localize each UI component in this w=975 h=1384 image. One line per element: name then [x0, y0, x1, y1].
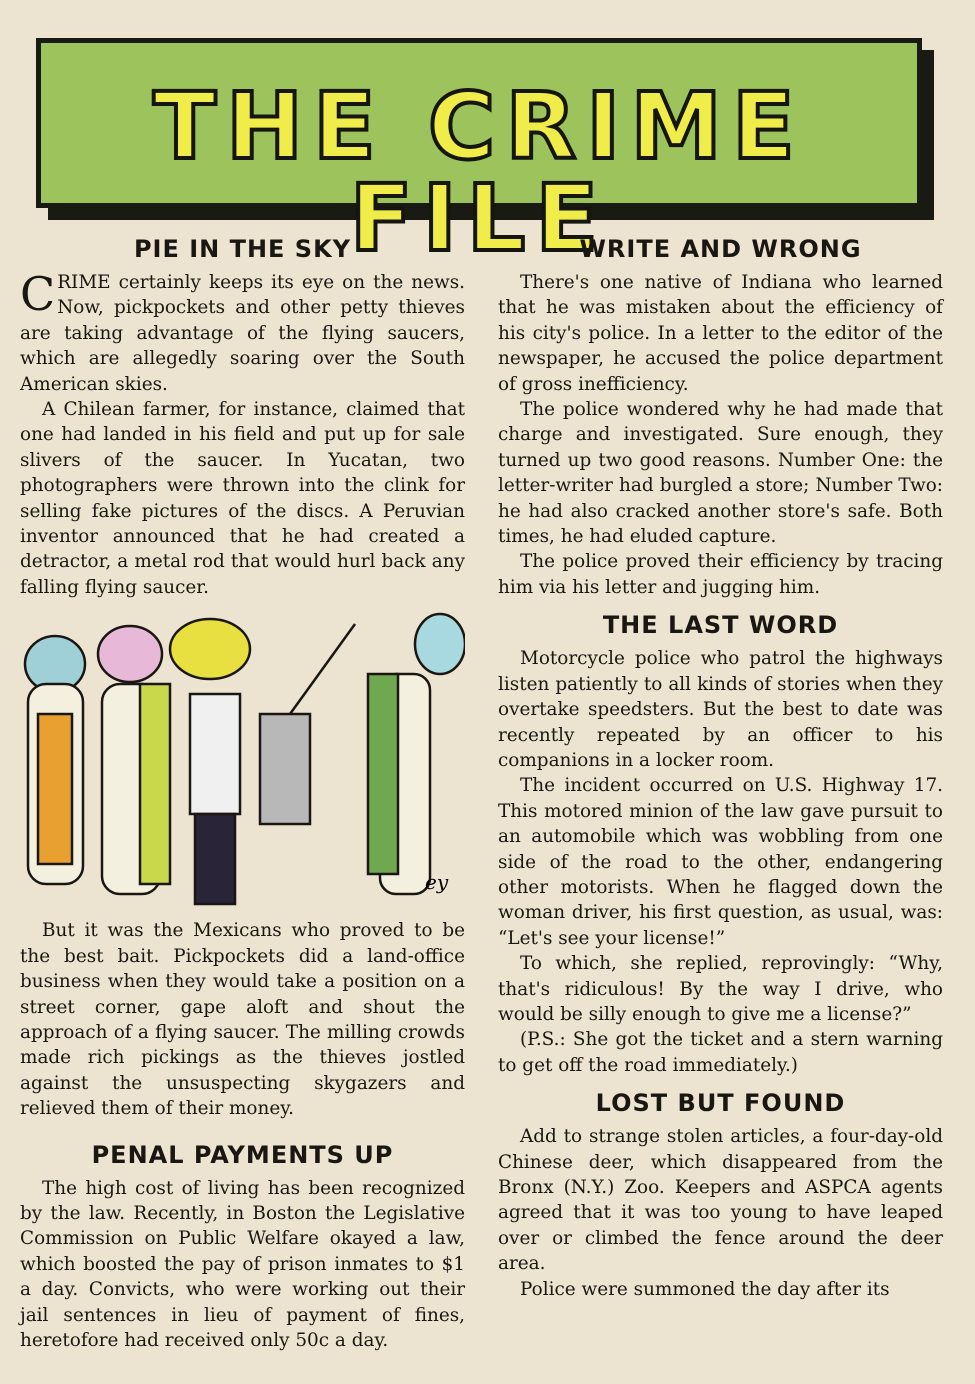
article-paragraph: To which, she replied, reprovingly: “Why, that's ridiculous! By the way I drive, who would be silly enough to give me a license?” — [498, 953, 943, 1025]
left-column — [20, 232, 465, 1353]
article-paragraph: CRIME certainly keeps its eye on the news. Now, pickpockets and other petty thieves are taking advantage of the flying saucers, which are allegedly soaring over the South American skies. — [20, 267, 465, 395]
right-column — [498, 232, 943, 1302]
article-heading: PIE IN THE SKY — [133, 235, 352, 263]
skygazers-illustration — [20, 604, 465, 916]
article-lost-but-found — [498, 1086, 943, 1302]
article-heading: THE LAST WORD — [602, 611, 839, 640]
article-paragraph: The police proved their efficiency by tracing him via his letter and jugging him. — [498, 551, 943, 598]
article-the-last-word — [498, 608, 943, 1078]
article-heading: PENAL PAYMENTS UP — [91, 1140, 394, 1169]
article-paragraph: Police were summoned the day after its — [520, 1278, 890, 1300]
drop-cap: C — [20, 267, 56, 321]
article-penal-payments-up — [20, 1138, 465, 1354]
article-paragraph: But it was the Mexicans who proved to be the best bait. Pickpockets did a land-office business when they would take a position on a street corner, gape aloft and shout the approach of a flying saucer. The milling crowds made rich pickings as the thieves jostled against the unsuspecting skygazers and relieved them of their money. — [20, 920, 465, 1120]
article-paragraph: Add to strange stolen articles, a four-day-old Chinese deer, which disappeared from the Bronx (N.Y.) Zoo. Keepers and ASPCA agents agreed that it was too young to have leaped over or climbed the fence around the deer area. — [498, 1126, 943, 1275]
article-heading: LOST BUT FOUND — [595, 1089, 846, 1118]
page-title: THE CRIME FILE — [153, 73, 805, 272]
article-paragraph: There's one native of Indiana who learned that he was mistaken about the efficiency of his city's police. In a letter to the editor of the newspaper, he accused the police department of gross inefficiency. — [498, 272, 943, 395]
article-pie-in-the-sky — [20, 232, 465, 1122]
article-heading: WRITE AND WRONG — [579, 235, 862, 263]
article-paragraph: Motorcycle police who patrol the highways listen patiently to all kinds of stories when they overtake speedsters. But the best to date was recently repeated by an officer to his companions in a locker room. — [498, 648, 943, 771]
article-paragraph: The incident occurred on U.S. Highway 17. This motored minion of the law gave pursuit to an automobile which was wobbling from one side of the road to the other, endangering other motorists. When he flagged down the woman driver, his first question, as usual, was: “Let's see your license!” — [498, 775, 943, 949]
article-paragraph: The high cost of living has been recognized by the law. Recently, in Boston the Legislative Commission on Public Welfare okayed a law, which boosted the pay of prison inmates to $1 a day. Convicts, who were working out their jail sentences in lieu of payment of fines, heretofore had received only 50c a day. — [20, 1177, 465, 1351]
article-paragraph: A Chilean farmer, for instance, claimed that one had landed in his field and put up for sale slivers of the saucer. In Yucatan, two photographers were thrown into the clink for selling fake pictures of the discs. A Peruvian inventor announced that he had created a detractor, a metal rod that would hurl back any falling flying saucer. — [20, 399, 465, 598]
article-write-and-wrong — [498, 232, 943, 600]
article-paragraph: (P.S.: She got the ticket and a stern warning to get off the road immediately.) — [498, 1029, 943, 1076]
illustrator-signature: ey — [425, 870, 449, 895]
article-paragraph: The police wondered why he had made that charge and investigated. Sure enough, they turned up two good reasons. Number One: the letter-writer had burgled a store; Number Two: he had also cracked another store's safe. Both times, he had eluded capture. — [498, 399, 943, 548]
